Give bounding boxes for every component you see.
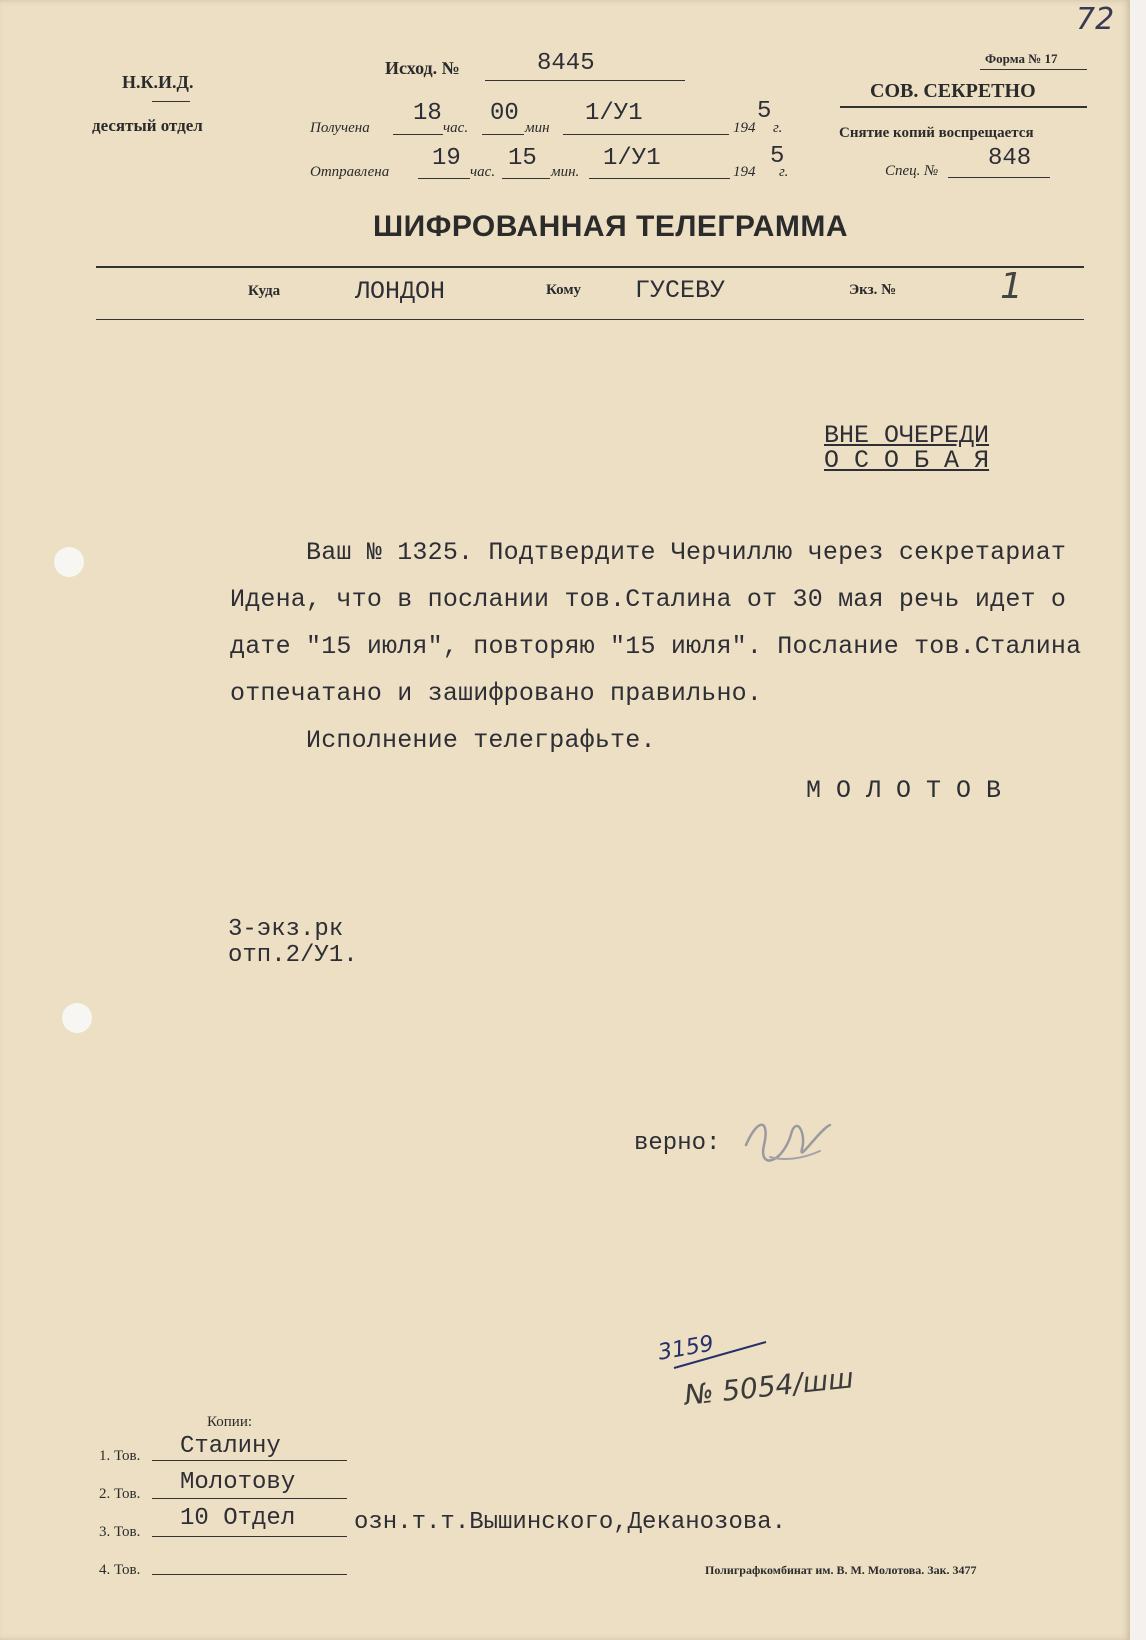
copy-1-name: Сталину <box>180 1433 281 1460</box>
spec-label: Спец. № <box>885 163 939 179</box>
verifier-signature <box>740 1105 835 1175</box>
org-underline <box>152 101 190 102</box>
received-minutes: 00 <box>490 100 519 127</box>
body-line-1: Ваш № 1325. Подтвердите Черчиллю через секретариат <box>306 538 1067 567</box>
sent-minutes-unit: мин. <box>551 164 580 180</box>
copy-3-num: 3. Тов. <box>99 1524 141 1540</box>
department-name: десятый отдел <box>92 116 203 135</box>
body-line-3: дате "15 июля", повторяю "15 июля". Послание тов.Сталина <box>230 632 1082 661</box>
copies-note-1: 3-экз.рк <box>228 916 344 943</box>
copies-note-2: отп.2/У1. <box>228 942 358 969</box>
copy-2-num: 2. Тов. <box>99 1486 141 1502</box>
sent-date: 1/У1 <box>603 145 661 172</box>
received-year-prefix: 194 <box>733 120 756 136</box>
copy-1-line <box>152 1460 347 1461</box>
to-value: ЛОНДОН <box>355 277 446 306</box>
registry-reference: № 5054/шш <box>682 1361 856 1412</box>
sent-date-line <box>589 178 730 179</box>
whom-value: ГУСЕВУ <box>635 276 726 305</box>
form-underline <box>980 69 1087 70</box>
received-label: Получена <box>310 120 370 136</box>
document-title: ШИФРОВАННАЯ ТЕЛЕГРАММА <box>373 210 849 243</box>
spec-underline <box>948 177 1050 178</box>
body-line-4: отпечатано и зашифровано правильно. <box>230 679 763 708</box>
received-hours: 18 <box>413 100 442 127</box>
sent-label: Отправлена <box>310 164 390 180</box>
copy-4-line <box>152 1574 347 1575</box>
copy-3-name: 10 Отдел <box>180 1505 296 1532</box>
copies-label: Копии: <box>207 1414 253 1430</box>
whom-label: Кому <box>546 282 582 298</box>
sent-year-prefix: 194 <box>733 164 756 180</box>
classification-stamp: СОВ. СЕКРЕТНО <box>870 80 1036 102</box>
outgoing-label: Исход. № <box>385 58 460 78</box>
copy-2-name: Молотову <box>180 1469 296 1496</box>
received-date-line <box>563 134 729 135</box>
spec-number: 848 <box>988 145 1032 172</box>
copy-2-line <box>152 1498 347 1499</box>
form-number: Форма № 17 <box>985 51 1058 66</box>
sent-hours: 19 <box>432 145 461 172</box>
copy-4-num: 4. Тов. <box>99 1562 141 1578</box>
copy-3-extra: озн.т.т.Вышинского,Деканозова. <box>354 1509 787 1536</box>
sent-minutes-line <box>502 178 550 179</box>
org-name: Н.К.И.Д. <box>122 72 194 92</box>
priority-special: О С О Б А Я <box>824 446 990 475</box>
received-year-unit: г. <box>773 120 783 136</box>
registry-number: 3159 <box>656 1331 716 1366</box>
received-hours-unit: час. <box>443 120 469 136</box>
archive-page-number: 72 <box>1076 2 1115 37</box>
punch-hole <box>62 1003 92 1033</box>
copy-1-num: 1. Тов. <box>99 1448 141 1464</box>
received-hours-line <box>393 134 443 135</box>
sent-minutes: 15 <box>508 145 537 172</box>
received-date: 1/У1 <box>585 100 643 127</box>
sent-year-digit: 5 <box>770 143 785 170</box>
sent-hours-line <box>418 178 470 179</box>
priority-urgent: ВНЕ ОЧЕРЕДИ <box>824 421 990 450</box>
printer-imprint: Полиграфкомбинат им. В. М. Молотова. Зак. 3477 <box>705 1563 977 1577</box>
body-line-5: Исполнение телеграфьте. <box>306 726 656 755</box>
copy-no-value: 1 <box>1000 266 1023 307</box>
copy-prohibition: Снятие копий воспрещается <box>839 125 1034 141</box>
outgoing-underline <box>485 80 685 81</box>
classification-underline <box>840 106 1087 108</box>
punch-hole <box>54 547 84 577</box>
routing-top-rule <box>96 266 1084 268</box>
outgoing-number: 8445 <box>537 50 595 77</box>
signature: М О Л О Т О В <box>806 776 1002 805</box>
routing-bottom-rule <box>96 319 1084 320</box>
received-minutes-unit: мин <box>525 120 550 136</box>
verified-label: верно: <box>634 1130 721 1157</box>
sent-hours-unit: час. <box>470 164 496 180</box>
received-year-digit: 5 <box>757 98 772 125</box>
copy-3-line <box>152 1536 347 1537</box>
copy-no-label: Экз. № <box>849 282 897 298</box>
received-minutes-line <box>482 134 524 135</box>
sent-year-unit: г. <box>779 164 789 180</box>
body-line-2: Идена, что в послании тов.Сталина от 30 мая речь идет о <box>230 585 1067 614</box>
registry-stroke <box>670 1338 770 1372</box>
to-label: Куда <box>248 283 281 299</box>
